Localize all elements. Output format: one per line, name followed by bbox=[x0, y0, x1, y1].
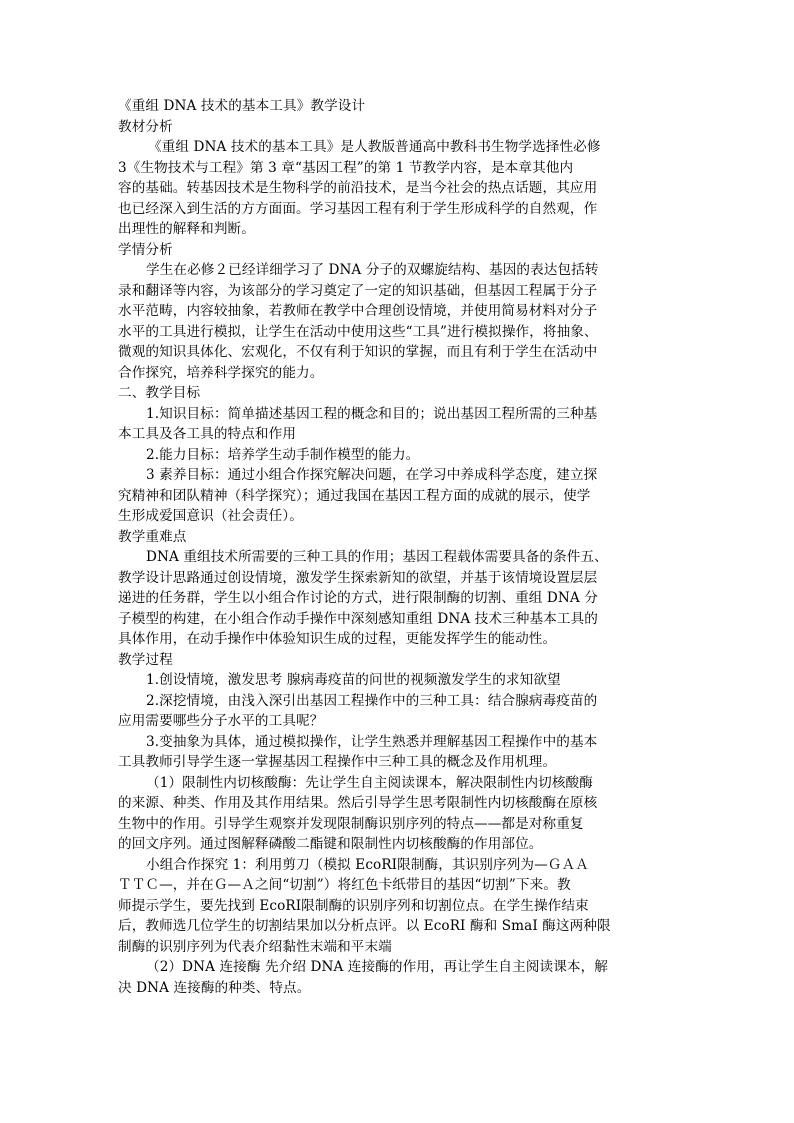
paragraph-line: 1.知识目标：简单描述基因工程的概念和目的；说出基因工程所需的三种基 bbox=[146, 405, 598, 422]
paragraph-line: 教学设计思路通过创设情境，激发学生探索新知的欲望，并基于该情境设置层层 bbox=[118, 569, 598, 586]
section-heading-student-analysis: 学情分析 bbox=[118, 241, 173, 258]
paragraph-line: 师提示学生，要先找到 EcoRⅠ限制酶的识别序列和切割位点。在学生操作结束 bbox=[118, 897, 589, 914]
paragraph-line: 学生在必修２已经详细学习了 DNA 分子的双螺旋结构、基因的表达包括转 bbox=[146, 262, 599, 278]
paragraph-line: 的回文序列。通过图解释磷酸二酯键和限制性内切核酸酶的作用部位。 bbox=[118, 836, 543, 852]
paragraph-line: 3.变抽象为具体，通过模拟操作，让学生熟悉并理解基因工程操作中的基本 bbox=[146, 733, 598, 750]
paragraph-line: （1）限制性内切核酸酶：先让学生自主阅读课本，解决限制性内切核酸酶 bbox=[146, 774, 593, 791]
document-title: 《重组 DNA 技术的基本工具》教学设计 bbox=[118, 98, 366, 114]
paragraph-line: 的来源、种类、作用及其作用结果。然后引导学生思考限制性内切核酸酶在原核 bbox=[118, 795, 598, 811]
paragraph-line: 小组合作探究 1：利用剪刀（模拟 EcoRⅠ限制酶，其识别序列为—ＧＡＡ bbox=[146, 856, 589, 873]
section-heading-textbook-analysis: 教材分析 bbox=[118, 118, 173, 135]
paragraph-line: ＴＴＣ—，并在Ｇ—Ａ之间“切割”）将红色卡纸带目的基因“切割”下来。教 bbox=[118, 877, 571, 893]
paragraph-line: 《重组 DNA 技术的基本工具》是人教版普通高中教科书生物学选择性必修 bbox=[148, 139, 601, 155]
paragraph-line: 具体作用，在动手操作中体验知识生成的过程，更能发挥学生的能动性。 bbox=[118, 631, 557, 647]
paragraph-line: DNA 重组技术所需要的三种工具的作用；基因工程载体需要具备的条件五、 bbox=[146, 549, 608, 565]
paragraph-line: 本工具及各工具的特点和作用 bbox=[118, 426, 297, 442]
section-heading-teaching-goals: 二、教学目标 bbox=[118, 385, 201, 401]
paragraph-line: 究精神和团队精神（科学探究）；通过我国在基因工程方面的成就的展示，使学 bbox=[118, 487, 591, 504]
document-body bbox=[118, 96, 678, 998]
paragraph-line: 后，教师选几位学生的切割结果加以分析点评。以 EcoRI 酶和 SmaI 酶这两种限 bbox=[118, 918, 611, 934]
paragraph-line: 水平的工具进行模拟，让学生在活动中使用这些“工具”进行模拟操作，将抽象、 bbox=[118, 323, 598, 340]
paragraph-line: 出理性的解释和判断。 bbox=[118, 221, 255, 237]
paragraph-line: 决 DNA 连接酶的种类、特点。 bbox=[118, 979, 311, 996]
paragraph-line: 生形成爱国意识（社会责任）。 bbox=[118, 508, 303, 524]
paragraph-line: 容的基础。转基因技术是生物科学的前沿技术，是当今社会的热点话题，其应用 bbox=[118, 180, 598, 196]
paragraph-line: （2）DNA 连接酶 先介绍 DNA 连接酶的作用，再让学生自主阅读课本，解 bbox=[146, 959, 608, 975]
paragraph-line: 应用需要哪些分子水平的工具呢？ bbox=[118, 713, 324, 729]
paragraph-line: 录和翻译等内容，为该部分的学习奠定了一定的知识基础，但基因工程属于分子 bbox=[118, 282, 598, 299]
paragraph-line: 微观的知识具体化、宏观化，不仅有利于知识的掌握，而且有利于学生在活动中 bbox=[118, 344, 598, 360]
paragraph-line: 工具教师引导学生逐一掌握基因工程操作中三种工具的概念及作用机理。 bbox=[118, 754, 557, 770]
paragraph-line: 递进的任务群，学生以小组合作讨论的方式，进行限制酶的切割、重组 DNA 分 bbox=[118, 590, 598, 606]
paragraph-line: 水平范畴，内容较抽象，若教师在教学中合理创设情境，并使用简易材料对分子 bbox=[118, 303, 598, 319]
paragraph-line: 也已经深入到生活的方方面面。学习基因工程有利于学生形成科学的自然观，作 bbox=[118, 200, 598, 217]
section-heading-teaching-process: 教学过程 bbox=[118, 651, 173, 668]
paragraph-line: 子模型的构建，在小组合作动手操作中深刻感知重组 DNA 技术三种基本工具的 bbox=[118, 610, 598, 627]
paragraph-line: 2.深挖情境，由浅入深引出基因工程操作中的三种工具：结合腺病毒疫苗的 bbox=[146, 692, 598, 709]
paragraph-line: 生物中的作用。引导学生观察并发现限制酶识别序列的特点——都是对称重复 bbox=[118, 815, 584, 832]
paragraph-line: 1.创设情境，激发思考 腺病毒疫苗的问世的视频激发学生的求知欲望 bbox=[146, 672, 561, 688]
paragraph-line: 3《生物技术与工程》第 3 章“基因工程”的第 1 节教学内容，是本章其他内 bbox=[118, 159, 574, 176]
paragraph-line: 合作探究，培养科学探究的能力。 bbox=[118, 364, 324, 381]
paragraph-line: 3 素养目标：通过小组合作探究解决问题，在学习中养成科学态度，建立探 bbox=[146, 467, 598, 483]
section-heading-key-points: 教学重难点 bbox=[118, 528, 187, 545]
paragraph-line: 制酶的识别序列为代表介绍黏性末端和平末端 bbox=[118, 938, 392, 955]
paragraph-line: 2.能力目标：培养学生动手制作模型的能力。 bbox=[146, 446, 420, 463]
